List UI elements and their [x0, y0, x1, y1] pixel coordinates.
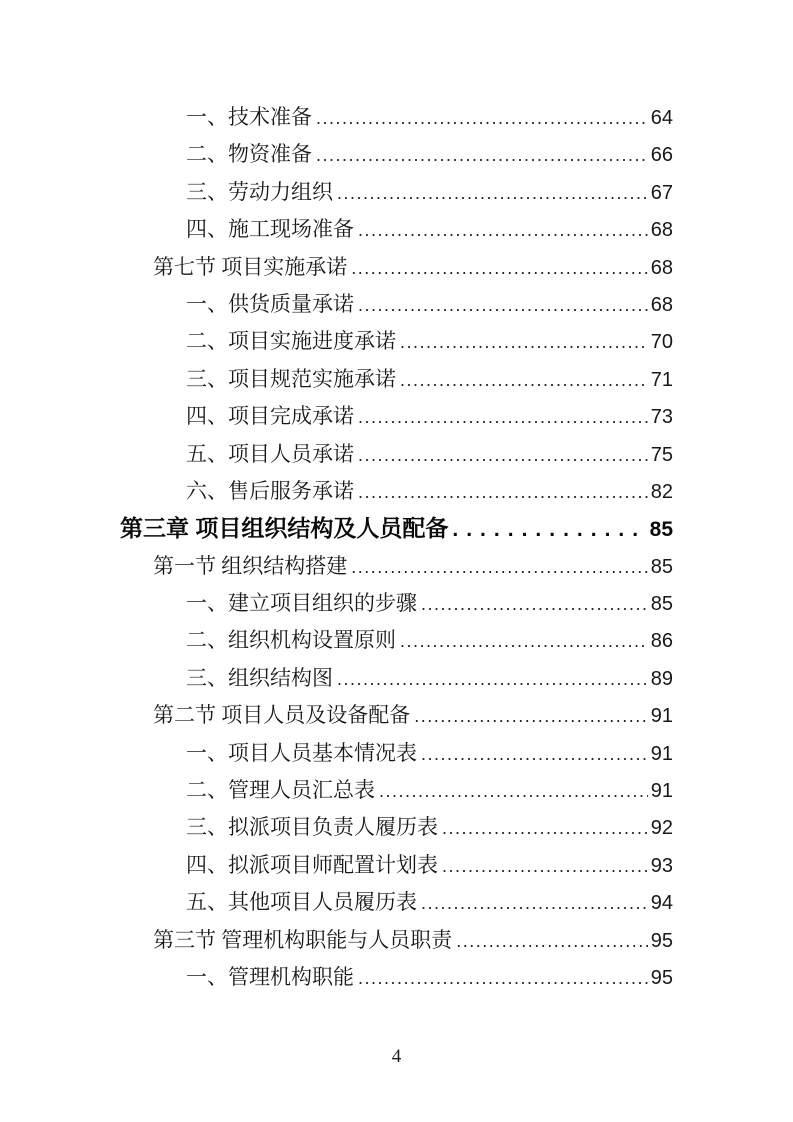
- dot-leader: [456, 922, 648, 960]
- dot-leader: [351, 249, 648, 287]
- toc-entry-page-number: 82: [650, 480, 673, 503]
- toc-entry-label: 二、组织机构设置原则: [186, 628, 396, 653]
- toc-entry-item[interactable]: [120, 436, 673, 473]
- toc-entry-page-number: 85: [650, 555, 673, 578]
- toc-entry-label: 一、管理机构职能: [186, 964, 354, 989]
- dot-leader: [400, 622, 648, 660]
- toc-entry-label: 第一节 组织结构搭建: [153, 553, 348, 578]
- dot-leader: [351, 548, 648, 586]
- toc-entry-label: 二、管理人员汇总表: [186, 778, 375, 803]
- toc-entry-item[interactable]: [120, 735, 673, 772]
- toc-entry-item[interactable]: [120, 473, 673, 510]
- dot-leader: [400, 323, 648, 361]
- toc-entry-label: 第二节 项目人员及设备配备: [153, 703, 411, 728]
- toc-entry-item[interactable]: [120, 361, 673, 398]
- toc-entry-section[interactable]: [120, 697, 673, 734]
- dot-leader: [421, 585, 648, 623]
- dot-leader: [452, 510, 646, 548]
- dot-leader: [316, 99, 648, 137]
- toc-entry-page-number: 95: [650, 966, 673, 989]
- toc-entry-page-number: 67: [650, 181, 673, 204]
- toc-entry-chapter[interactable]: [120, 510, 673, 547]
- table-of-contents: [120, 99, 673, 996]
- toc-entry-label: 四、拟派项目师配置计划表: [186, 852, 438, 877]
- dot-leader: [358, 473, 648, 511]
- toc-entry-item[interactable]: [120, 323, 673, 360]
- toc-entry-page-number: 68: [650, 293, 673, 316]
- dot-leader: [337, 660, 648, 698]
- dot-leader: [358, 211, 648, 249]
- toc-entry-page-number: 93: [650, 854, 673, 877]
- dot-leader: [379, 772, 648, 810]
- toc-entry-label: 第七节 项目实施承诺: [153, 254, 348, 279]
- toc-entry-label: 五、项目人员承诺: [186, 441, 354, 466]
- toc-entry-item[interactable]: [120, 884, 673, 921]
- toc-entry-label: 一、建立项目组织的步骤: [186, 591, 417, 616]
- toc-entry-label: 二、物资准备: [186, 142, 312, 167]
- dot-leader: [358, 286, 648, 324]
- toc-entry-page-number: 85: [649, 518, 673, 542]
- toc-entry-label: 第三节 管理机构职能与人员职责: [153, 927, 453, 952]
- dot-leader: [442, 809, 648, 847]
- toc-entry-section[interactable]: [120, 548, 673, 585]
- toc-entry-section[interactable]: [120, 249, 673, 286]
- toc-entry-section[interactable]: [120, 922, 673, 959]
- toc-entry-label: 第三章 项目组织结构及人员配备: [120, 515, 449, 542]
- toc-entry-item[interactable]: [120, 211, 673, 248]
- toc-entry-item[interactable]: [120, 99, 673, 136]
- dot-leader: [337, 174, 648, 212]
- toc-entry-page-number: 95: [650, 929, 673, 952]
- toc-entry-item[interactable]: [120, 622, 673, 659]
- toc-entry-page-number: 85: [650, 593, 673, 616]
- toc-entry-page-number: 91: [650, 705, 673, 728]
- dot-leader: [421, 735, 648, 773]
- toc-entry-page-number: 66: [650, 144, 673, 167]
- dot-leader: [421, 884, 648, 922]
- toc-entry-page-number: 94: [650, 892, 673, 915]
- toc-entry-item[interactable]: [120, 398, 673, 435]
- toc-entry-label: 二、项目实施进度承诺: [186, 329, 396, 354]
- toc-entry-label: 三、拟派项目负责人履历表: [186, 815, 438, 840]
- dot-leader: [316, 136, 648, 174]
- toc-entry-label: 五、其他项目人员履历表: [186, 890, 417, 915]
- toc-entry-item[interactable]: [120, 847, 673, 884]
- dot-leader: [358, 398, 648, 436]
- toc-entry-page-number: 75: [650, 443, 673, 466]
- dot-leader: [442, 847, 648, 885]
- toc-entry-page-number: 73: [650, 406, 673, 429]
- dot-leader: [400, 361, 648, 399]
- page-number: 4: [391, 1046, 402, 1067]
- toc-entry-label: 四、项目完成承诺: [186, 404, 354, 429]
- toc-entry-page-number: 68: [650, 219, 673, 242]
- toc-entry-label: 四、施工现场准备: [186, 217, 354, 242]
- toc-entry-page-number: 91: [650, 780, 673, 803]
- dot-leader: [358, 436, 648, 474]
- toc-entry-label: 一、技术准备: [186, 105, 312, 129]
- toc-entry-label: 一、项目人员基本情况表: [186, 740, 417, 765]
- toc-entry-item[interactable]: [120, 772, 673, 809]
- toc-entry-label: 三、组织结构图: [186, 665, 333, 690]
- toc-entry-label: 三、项目规范实施承诺: [186, 366, 396, 391]
- dot-leader: [414, 697, 648, 735]
- toc-entry-item[interactable]: [120, 174, 673, 211]
- page-footer: [0, 1046, 793, 1068]
- toc-entry-page-number: 71: [650, 368, 673, 391]
- toc-entry-label: 六、售后服务承诺: [186, 478, 354, 503]
- toc-entry-page-number: 92: [650, 817, 673, 840]
- toc-entry-page-number: 91: [650, 742, 673, 765]
- toc-entry-label: 三、劳动力组织: [186, 179, 333, 204]
- toc-entry-item[interactable]: [120, 959, 673, 996]
- dot-leader: [358, 959, 648, 997]
- toc-entry-item[interactable]: [120, 286, 673, 323]
- toc-entry-page-number: 86: [650, 630, 673, 653]
- toc-entry-item[interactable]: [120, 136, 673, 173]
- toc-entry-page-number: 68: [650, 256, 673, 279]
- toc-entry-item[interactable]: [120, 585, 673, 622]
- toc-entry-page-number: 89: [650, 667, 673, 690]
- toc-entry-item[interactable]: [120, 660, 673, 697]
- toc-entry-item[interactable]: [120, 809, 673, 846]
- toc-entry-label: 一、供货质量承诺: [186, 291, 354, 316]
- toc-entry-page-number: 64: [650, 107, 673, 129]
- toc-entry-page-number: 70: [650, 331, 673, 354]
